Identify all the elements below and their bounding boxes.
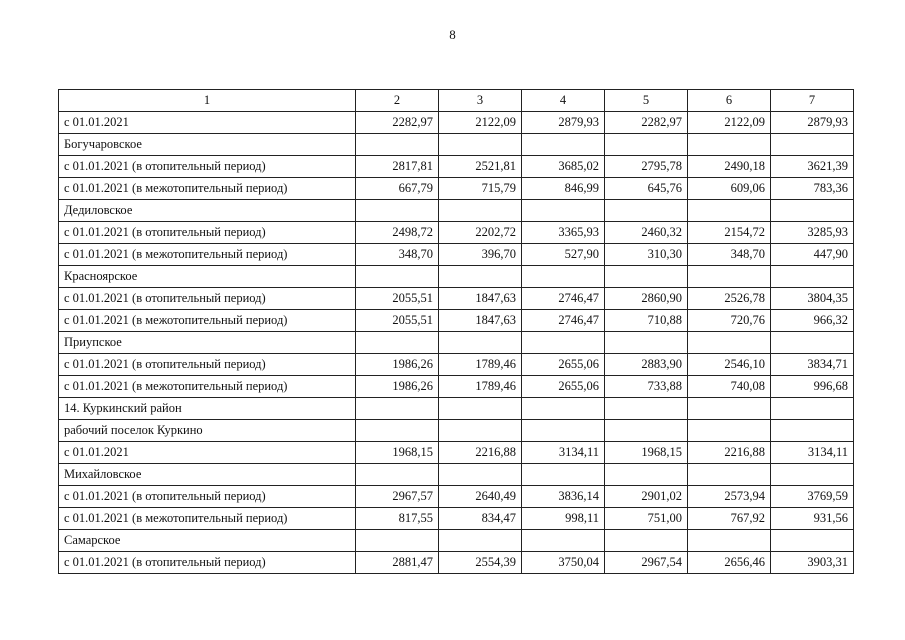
value-cell xyxy=(605,134,688,156)
section-label: 14. Куркинский район xyxy=(59,398,356,420)
value-cell: 1789,46 xyxy=(439,376,522,398)
value-cell: 2202,72 xyxy=(439,222,522,244)
section-row xyxy=(59,530,854,552)
value-cell: 2282,97 xyxy=(605,112,688,134)
value-cell: 3134,11 xyxy=(522,442,605,464)
section-label: Красноярское xyxy=(59,266,356,288)
value-cell: 2879,93 xyxy=(771,112,854,134)
row-label: с 01.01.2021 (в межотопительный период) xyxy=(59,178,356,200)
value-cell: 2879,93 xyxy=(522,112,605,134)
section-row xyxy=(59,134,854,156)
value-cell: 715,79 xyxy=(439,178,522,200)
column-header: 2 xyxy=(356,90,439,112)
value-cell xyxy=(439,530,522,552)
value-cell: 2967,57 xyxy=(356,486,439,508)
value-cell: 2154,72 xyxy=(688,222,771,244)
value-cell: 3621,39 xyxy=(771,156,854,178)
value-cell: 3903,31 xyxy=(771,552,854,574)
table-row xyxy=(59,288,854,310)
value-cell xyxy=(688,332,771,354)
value-cell xyxy=(356,420,439,442)
value-cell: 2573,94 xyxy=(688,486,771,508)
table-row xyxy=(59,156,854,178)
column-header: 4 xyxy=(522,90,605,112)
value-cell: 609,06 xyxy=(688,178,771,200)
value-cell xyxy=(439,266,522,288)
section-row xyxy=(59,420,854,442)
value-cell xyxy=(771,134,854,156)
value-cell xyxy=(439,464,522,486)
value-cell: 3836,14 xyxy=(522,486,605,508)
value-cell: 447,90 xyxy=(771,244,854,266)
table-row xyxy=(59,508,854,530)
value-cell xyxy=(771,200,854,222)
row-label: с 01.01.2021 (в отопительный период) xyxy=(59,552,356,574)
value-cell: 2554,39 xyxy=(439,552,522,574)
value-cell: 3365,93 xyxy=(522,222,605,244)
section-label: рабочий поселок Куркино xyxy=(59,420,356,442)
row-label: с 01.01.2021 (в отопительный период) xyxy=(59,486,356,508)
row-label: с 01.01.2021 xyxy=(59,442,356,464)
value-cell xyxy=(688,530,771,552)
value-cell xyxy=(688,398,771,420)
value-cell: 527,90 xyxy=(522,244,605,266)
value-cell: 2122,09 xyxy=(439,112,522,134)
value-cell: 720,76 xyxy=(688,310,771,332)
value-cell xyxy=(605,530,688,552)
section-label: Михайловское xyxy=(59,464,356,486)
value-cell: 348,70 xyxy=(356,244,439,266)
value-cell: 1789,46 xyxy=(439,354,522,376)
table-body xyxy=(59,90,854,574)
value-cell xyxy=(522,332,605,354)
value-cell xyxy=(771,266,854,288)
value-cell: 3685,02 xyxy=(522,156,605,178)
value-cell xyxy=(771,464,854,486)
value-cell: 834,47 xyxy=(439,508,522,530)
value-cell: 396,70 xyxy=(439,244,522,266)
value-cell: 1968,15 xyxy=(356,442,439,464)
value-cell: 3804,35 xyxy=(771,288,854,310)
value-cell xyxy=(522,266,605,288)
column-header: 7 xyxy=(771,90,854,112)
value-cell: 783,36 xyxy=(771,178,854,200)
value-cell: 2901,02 xyxy=(605,486,688,508)
value-cell: 3285,93 xyxy=(771,222,854,244)
table-row xyxy=(59,222,854,244)
value-cell: 348,70 xyxy=(688,244,771,266)
table-row xyxy=(59,486,854,508)
section-row xyxy=(59,464,854,486)
value-cell: 998,11 xyxy=(522,508,605,530)
value-cell: 733,88 xyxy=(605,376,688,398)
value-cell xyxy=(605,420,688,442)
value-cell: 751,00 xyxy=(605,508,688,530)
value-cell: 2795,78 xyxy=(605,156,688,178)
value-cell xyxy=(605,200,688,222)
section-row xyxy=(59,200,854,222)
row-label: с 01.01.2021 (в отопительный период) xyxy=(59,222,356,244)
value-cell: 2655,06 xyxy=(522,376,605,398)
value-cell: 2055,51 xyxy=(356,288,439,310)
value-cell: 1847,63 xyxy=(439,288,522,310)
value-cell xyxy=(439,398,522,420)
value-cell: 2640,49 xyxy=(439,486,522,508)
value-cell xyxy=(439,200,522,222)
section-row xyxy=(59,266,854,288)
value-cell: 2521,81 xyxy=(439,156,522,178)
value-cell: 710,88 xyxy=(605,310,688,332)
table-row xyxy=(59,552,854,574)
value-cell xyxy=(356,266,439,288)
value-cell: 2216,88 xyxy=(688,442,771,464)
section-row xyxy=(59,398,854,420)
table-row xyxy=(59,376,854,398)
value-cell xyxy=(522,464,605,486)
value-cell xyxy=(522,530,605,552)
value-cell: 2546,10 xyxy=(688,354,771,376)
row-label: с 01.01.2021 xyxy=(59,112,356,134)
table-row xyxy=(59,310,854,332)
value-cell: 310,30 xyxy=(605,244,688,266)
value-cell: 645,76 xyxy=(605,178,688,200)
table-row xyxy=(59,178,854,200)
row-label: с 01.01.2021 (в межотопительный период) xyxy=(59,244,356,266)
value-cell xyxy=(522,134,605,156)
value-cell xyxy=(605,332,688,354)
value-cell: 2655,06 xyxy=(522,354,605,376)
value-cell: 2967,54 xyxy=(605,552,688,574)
value-cell: 3750,04 xyxy=(522,552,605,574)
section-label: Приупское xyxy=(59,332,356,354)
table-header-row xyxy=(59,90,854,112)
row-label: с 01.01.2021 (в межотопительный период) xyxy=(59,376,356,398)
value-cell: 2746,47 xyxy=(522,288,605,310)
value-cell: 2122,09 xyxy=(688,112,771,134)
value-cell: 2216,88 xyxy=(439,442,522,464)
section-label: Самарское xyxy=(59,530,356,552)
value-cell xyxy=(356,530,439,552)
value-cell xyxy=(439,420,522,442)
value-cell: 2498,72 xyxy=(356,222,439,244)
value-cell: 2490,18 xyxy=(688,156,771,178)
value-cell: 2883,90 xyxy=(605,354,688,376)
value-cell: 1847,63 xyxy=(439,310,522,332)
value-cell xyxy=(356,464,439,486)
value-cell xyxy=(356,200,439,222)
value-cell: 2656,46 xyxy=(688,552,771,574)
table-row xyxy=(59,112,854,134)
value-cell xyxy=(771,332,854,354)
value-cell: 1986,26 xyxy=(356,376,439,398)
table-row xyxy=(59,354,854,376)
value-cell: 3769,59 xyxy=(771,486,854,508)
value-cell xyxy=(688,464,771,486)
value-cell: 2526,78 xyxy=(688,288,771,310)
value-cell xyxy=(771,420,854,442)
value-cell: 996,68 xyxy=(771,376,854,398)
value-cell: 1968,15 xyxy=(605,442,688,464)
value-cell: 2881,47 xyxy=(356,552,439,574)
value-cell: 931,56 xyxy=(771,508,854,530)
value-cell xyxy=(522,200,605,222)
value-cell xyxy=(605,398,688,420)
value-cell xyxy=(771,398,854,420)
page-number: 8 xyxy=(449,27,456,42)
value-cell: 2055,51 xyxy=(356,310,439,332)
section-label: Богучаровское xyxy=(59,134,356,156)
value-cell xyxy=(688,200,771,222)
row-label: с 01.01.2021 (в отопительный период) xyxy=(59,288,356,310)
value-cell: 2817,81 xyxy=(356,156,439,178)
value-cell xyxy=(439,332,522,354)
column-header: 1 xyxy=(59,90,356,112)
tariff-table xyxy=(58,89,854,574)
value-cell: 3134,11 xyxy=(771,442,854,464)
value-cell: 667,79 xyxy=(356,178,439,200)
value-cell: 966,32 xyxy=(771,310,854,332)
value-cell xyxy=(605,464,688,486)
value-cell xyxy=(605,266,688,288)
value-cell: 2282,97 xyxy=(356,112,439,134)
value-cell xyxy=(522,398,605,420)
column-header: 5 xyxy=(605,90,688,112)
value-cell xyxy=(522,420,605,442)
column-header: 3 xyxy=(439,90,522,112)
value-cell xyxy=(771,530,854,552)
row-label: с 01.01.2021 (в межотопительный период) xyxy=(59,508,356,530)
value-cell: 817,55 xyxy=(356,508,439,530)
value-cell: 2860,90 xyxy=(605,288,688,310)
value-cell: 2746,47 xyxy=(522,310,605,332)
table-row xyxy=(59,442,854,464)
row-label: с 01.01.2021 (в межотопительный период) xyxy=(59,310,356,332)
value-cell xyxy=(439,134,522,156)
table-row xyxy=(59,244,854,266)
value-cell xyxy=(688,420,771,442)
value-cell: 767,92 xyxy=(688,508,771,530)
section-label: Дедиловское xyxy=(59,200,356,222)
value-cell: 3834,71 xyxy=(771,354,854,376)
column-header: 6 xyxy=(688,90,771,112)
value-cell xyxy=(356,332,439,354)
value-cell xyxy=(688,266,771,288)
row-label: с 01.01.2021 (в отопительный период) xyxy=(59,156,356,178)
value-cell xyxy=(688,134,771,156)
value-cell: 846,99 xyxy=(522,178,605,200)
value-cell: 2460,32 xyxy=(605,222,688,244)
value-cell: 740,08 xyxy=(688,376,771,398)
row-label: с 01.01.2021 (в отопительный период) xyxy=(59,354,356,376)
section-row xyxy=(59,332,854,354)
value-cell xyxy=(356,134,439,156)
value-cell: 1986,26 xyxy=(356,354,439,376)
value-cell xyxy=(356,398,439,420)
